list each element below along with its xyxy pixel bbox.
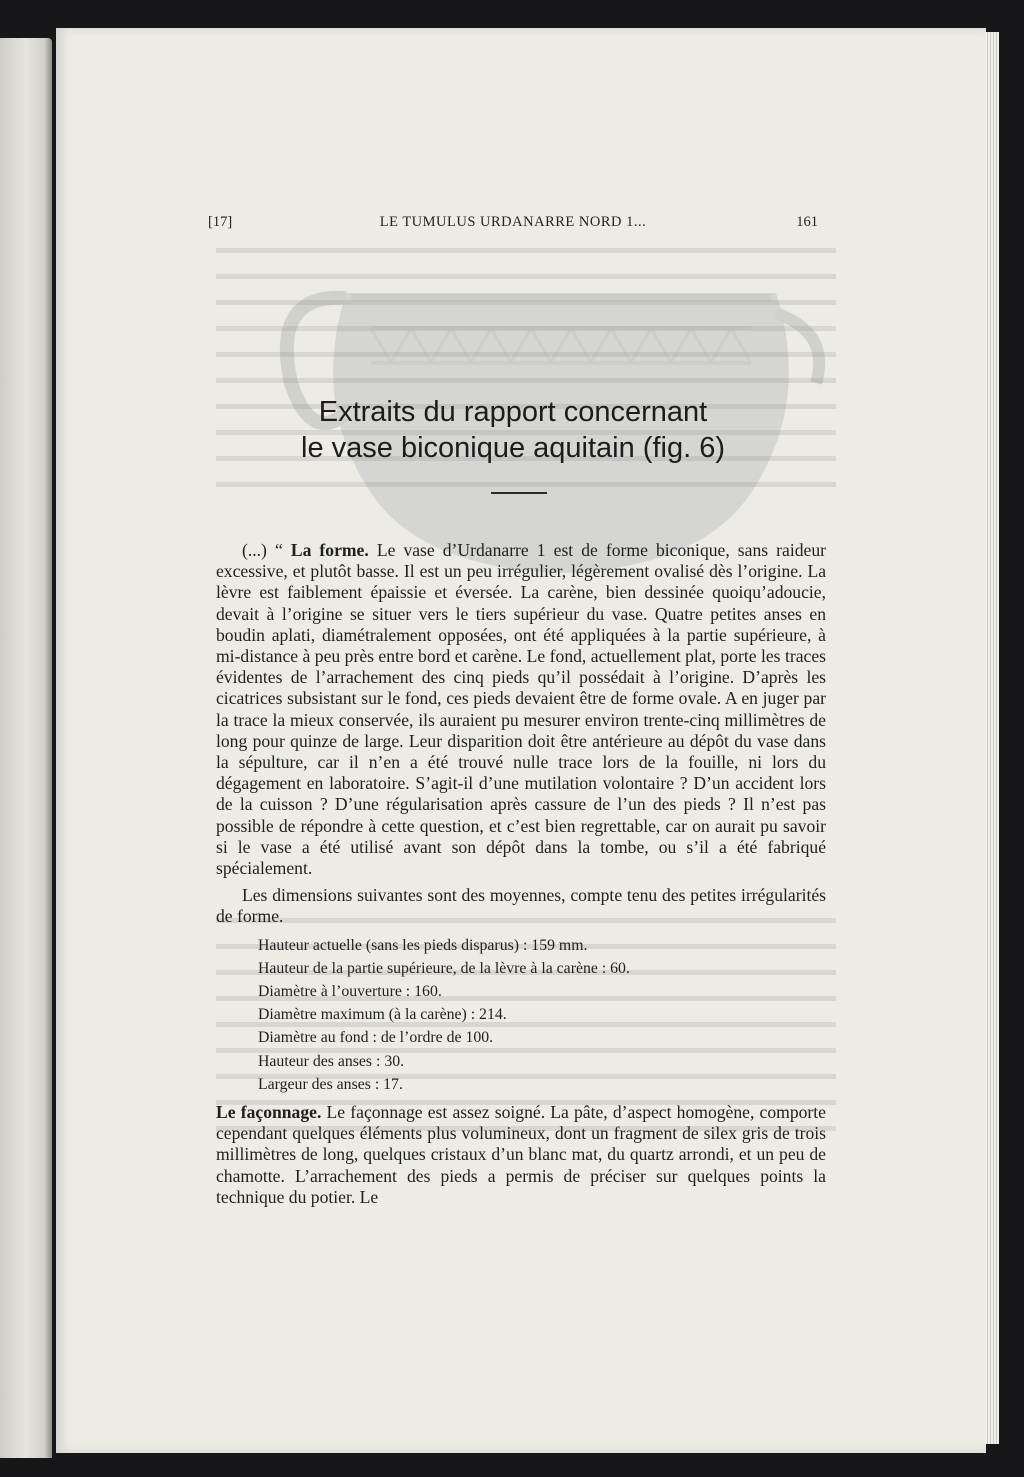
heading-forme: La forme.: [290, 540, 369, 560]
faconnage-text: Le façonnage est assez soigné. La pâte, d’aspect homogène, comporte cependant quelques éléments plus volumineux, dont un fragment de silex gris de trois millimètres de long, quelques cristaux d’un blanc mat, du quartz arrondi, et un peu de chamotte. L’arrachement des pieds a permis de préciser sur quelques points la technique du potier. Le: [216, 1102, 826, 1207]
dimension-item: Diamètre maximum (à la carène) : 214.: [258, 1006, 507, 1024]
quote-open: (...) “: [242, 540, 291, 560]
dimension-item: Diamètre à l’ouverture : 160.: [258, 983, 442, 1001]
dimension-item: Largeur des anses : 17.: [258, 1075, 403, 1093]
page-stack-edge: [985, 32, 999, 1444]
dimension-item: Diamètre au fond : de l’ordre de 100.: [258, 1029, 494, 1047]
body-text: [216, 540, 826, 1208]
paragraph-dimensions-intro: Les dimensions suivantes sont des moyennes, compte tenu des petites irrégularités de forme.: [216, 885, 826, 927]
paragraph-faconnage: [216, 1102, 826, 1208]
title-divider: [491, 492, 547, 494]
page-number: 161: [796, 214, 818, 230]
book-page: [56, 28, 986, 1453]
running-title: LE TUMULUS URDANARRE NORD 1...: [379, 214, 647, 230]
heading-faconnage: Le façonnage.: [216, 1102, 322, 1123]
chapter-title-line-2: le vase biconique aquitain (fig. 6): [301, 432, 725, 464]
dimension-item: Hauteur actuelle (sans les pieds disparus) : 159 mm.: [258, 936, 588, 954]
dimension-item: Hauteur des anses : 30.: [258, 1052, 405, 1070]
paragraph-forme: [216, 540, 826, 879]
running-head: [208, 214, 818, 238]
chapter-title: [208, 394, 818, 466]
bleed-through-text-top: [216, 238, 836, 508]
forme-text: Le vase d’Urdanarre 1 est de forme biconique, sans raideur excessive, et plutôt basse. Il est un peu irrégulier, légèrement ovalisé dès l’origine. La lèvre est faiblement épaissie et éversée. La carène, bien dessinée quoiqu’adoucie, devait à l’origine se situer vers le tiers supérieur du vase. Quatre petites anses en boudin aplati, diamétralement opposées, ont été appliquées à la partie supérieure, à mi-distance à peu près entre bord et carène. Le fond, actuellement plat, porte les traces évidentes de l’arrachement des cinq pieds qu’il possédait à l’origine. D’après les cicatrices subsistant sur le fond, ces pieds devaient être de forme ovale. A en juger par la trace la mieux conservée, ils auraient pu mesurer environ trente-cinq millimètres de long pour quinze de large. Leur disparition doit être antérieure au dépôt du vase dans la sépulture, car il n’en a été trouvé nulle trace lors de la fouille, ni lors du dégagement en laboratoire. S’agit-il d’une mutilation volontaire ? D’un accident lors de la cuisson ? D’une régularisation après cassure de l’un des pieds ? Il n’est pas possible de répondre à cette question, et c’est bien regrettable, car on aurait pu savoir si le vase a été utilisé avant son dépôt dans la tombe, ou s’il a été fabriqué spécialement.: [216, 540, 826, 879]
section-number: [17]: [208, 214, 233, 230]
dimensions-list: [258, 934, 826, 1096]
chapter-title-line-1: Extraits du rapport concernant: [318, 396, 708, 428]
previous-page-edge: [0, 38, 52, 1458]
dimension-item: Hauteur de la partie supérieure, de la lèvre à la carène : 60.: [258, 959, 630, 977]
